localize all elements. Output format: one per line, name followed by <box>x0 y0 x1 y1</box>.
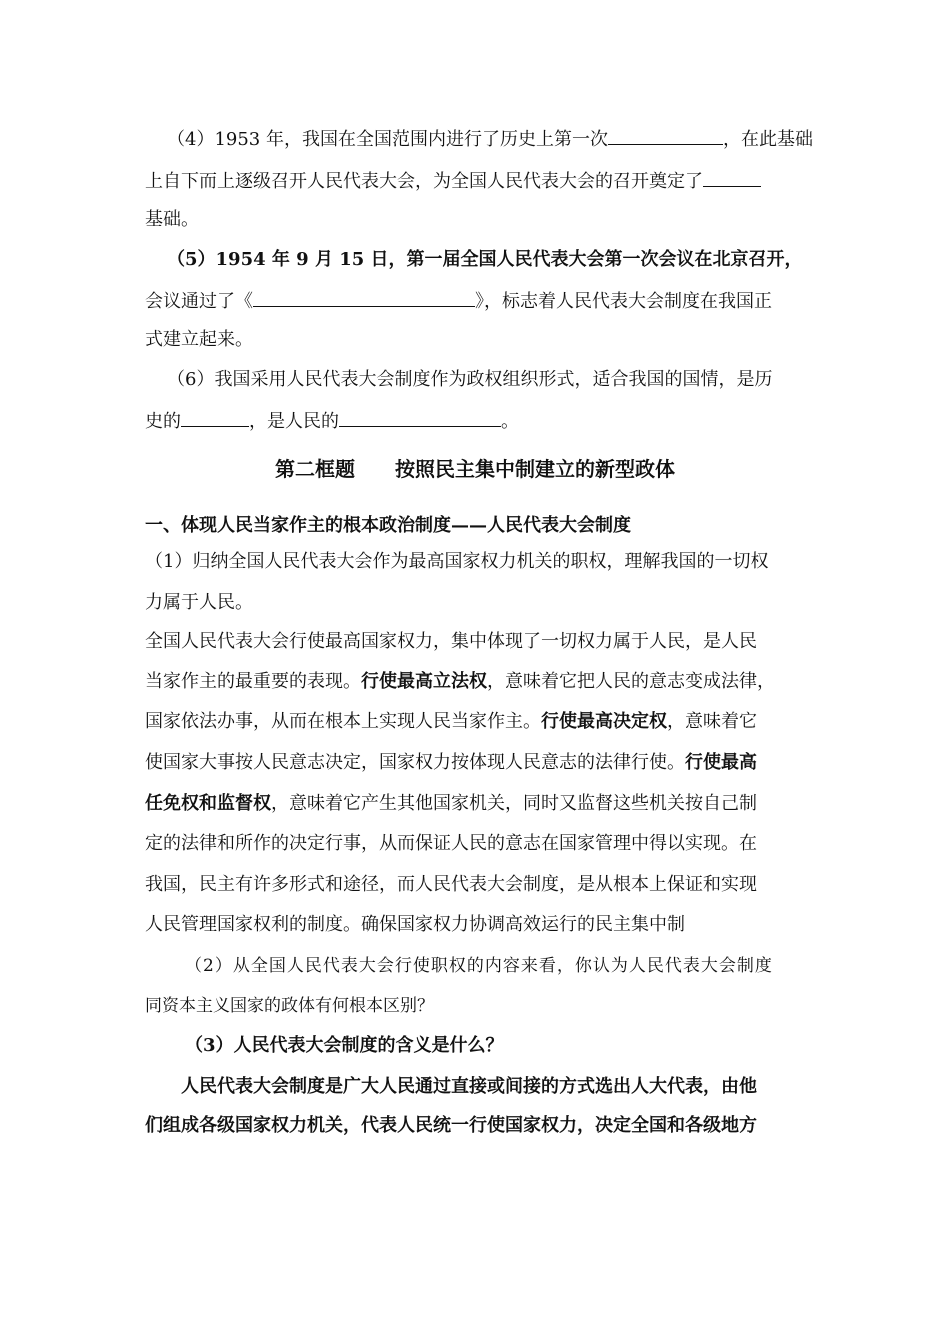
q4-line-1: （4）1953 年，我国在全国范围内进行了历史上第一次 ，在此基础 <box>167 129 813 150</box>
p5-line-1: 人民代表大会制度是广大人民通过直接或间接的方式选出人大代表，由他 <box>181 1076 757 1097</box>
p2-line-4: 使国家大事按人民意志决定，国家权力按体现人民意志的法律行使。行使最高 <box>145 752 757 773</box>
p2-line-8: 人民管理国家权利的制度。确保国家权力协调高效运行的民主集中制 <box>145 914 685 935</box>
q6-blank-1[interactable] <box>181 410 249 427</box>
q4-line-3: 基础。 <box>145 209 199 230</box>
q6-line-2: 史的 ，是人民的 。 <box>145 411 519 432</box>
p2-line-1: 全国人民代表大会行使最高国家权力，集中体现了一切权力属于人民，是人民 <box>145 631 757 652</box>
q4-blank-1[interactable] <box>608 128 723 145</box>
p2-line-5: 任免权和监督权，意味着它产生其他国家机关，同时又监督这些机关按自己制 <box>145 793 757 814</box>
p1-line-1: （1）归纳全国人民代表大会作为最高国家权力机关的职权，理解我国的一切权 <box>145 551 769 572</box>
q5-line-2: 会议通过了《 》，标志着人民代表大会制度在我国正 <box>145 291 772 312</box>
q5-line-1: （5）1954 年 9 月 15 日，第一届全国人民代表大会第一次会议在北京召开， <box>167 249 803 270</box>
p2-line-2: 当家作主的最重要的表现。行使最高立法权，意味着它把人民的意志变成法律， <box>145 671 775 692</box>
q4-blank-2[interactable] <box>703 170 761 187</box>
p1-line-2: 力属于人民。 <box>145 592 253 613</box>
q4-line-2: 上自下而上逐级召开人民代表大会，为全国人民代表大会的召开奠定了 <box>145 170 761 192</box>
q5-blank[interactable] <box>253 290 475 307</box>
q6-line-1: （6）我国采用人民代表大会制度作为政权组织形式，适合我国的国情，是历 <box>167 369 773 390</box>
p3-line-2: 同资本主义国家的政体有何根本区别？ <box>145 996 434 1016</box>
heading-1: 一、体现人民当家作主的根本政治制度——人民代表大会制度 <box>145 515 631 536</box>
q5-line-3: 式建立起来。 <box>145 329 253 350</box>
q6-blank-2[interactable] <box>339 410 501 427</box>
p2-line-7: 我国，民主有许多形式和途径，而人民代表大会制度，是从根本上保证和实现 <box>145 874 757 895</box>
p2-line-6: 定的法律和所作的决定行事，从而保证人民的意志在国家管理中得以实现。在 <box>145 833 757 854</box>
section-title: 第二框题 按照民主集中制建立的新型政体 <box>275 457 675 481</box>
p3-line-1: （2）从全国人民代表大会行使职权的内容来看，你认为人民代表大会制度 <box>185 956 773 976</box>
p5-line-2: 们组成各级国家权力机关，代表人民统一行使国家权力，决定全国和各级地方 <box>145 1115 757 1136</box>
p2-line-3: 国家依法办事，从而在根本上实现人民当家作主。行使最高决定权，意味着它 <box>145 711 757 732</box>
p4-line: （3）人民代表大会制度的含义是什么？ <box>185 1035 504 1056</box>
